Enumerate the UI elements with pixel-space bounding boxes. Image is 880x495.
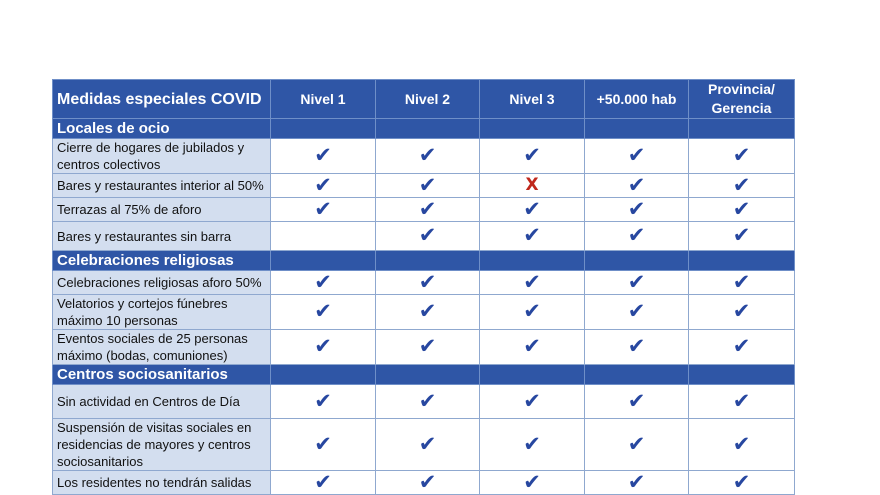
- mark-cell: [689, 471, 795, 495]
- section-header-cell: [271, 119, 376, 139]
- measure-label: Cierre de hogares de jubilados y centros colectivos: [53, 139, 271, 174]
- check-icon: ✔: [732, 299, 751, 323]
- check-icon: ✔: [627, 172, 646, 197]
- mark-cell: [480, 139, 585, 174]
- check-icon: ✔: [627, 388, 646, 413]
- header-nivel-1: Nivel 1: [271, 80, 376, 119]
- mark-cell: [271, 471, 376, 495]
- mark-cell: [585, 222, 689, 251]
- check-icon: ✔: [523, 469, 541, 494]
- header-row: [53, 80, 795, 119]
- table-row: [53, 419, 795, 471]
- mark-cell: [271, 295, 376, 330]
- measure-label: Bares y restaurantes interior al 50%: [53, 174, 271, 198]
- mark-cell: [585, 330, 689, 365]
- mark-cell: [376, 174, 480, 198]
- check-icon: ✔: [523, 299, 541, 323]
- check-icon: ✔: [732, 469, 751, 494]
- mark-cell: [480, 198, 585, 222]
- mark-cell: [689, 222, 795, 251]
- mark-cell: [376, 471, 480, 495]
- check-icon: ✔: [732, 334, 751, 358]
- measure-label: Sin actividad en Centros de Día: [53, 385, 271, 419]
- table-row: [53, 271, 795, 295]
- check-icon: ✔: [314, 388, 332, 413]
- mark-cell: [376, 419, 480, 471]
- covid-measures-table: [52, 79, 795, 495]
- check-icon: ✔: [523, 196, 541, 221]
- check-icon: ✔: [418, 469, 437, 494]
- check-icon: ✔: [732, 223, 751, 247]
- check-icon: ✔: [418, 196, 437, 221]
- check-icon: ✔: [732, 431, 751, 456]
- check-icon: ✔: [627, 299, 646, 323]
- mark-cell: [585, 419, 689, 471]
- check-icon: ✔: [627, 143, 646, 167]
- check-icon: ✔: [627, 334, 646, 358]
- mark-cell: [271, 222, 376, 251]
- mark-cell: [480, 271, 585, 295]
- mark-cell: [376, 271, 480, 295]
- table-row: [53, 174, 795, 198]
- section-header-cell: [480, 365, 585, 385]
- check-icon: ✔: [418, 431, 437, 456]
- mark-cell: [585, 174, 689, 198]
- header-50000-hab: +50.000 hab: [585, 80, 689, 119]
- check-icon: ✔: [314, 196, 332, 221]
- section-header-cell: [689, 251, 795, 271]
- check-icon: ✔: [314, 299, 332, 323]
- section-title: Locales de ocio: [53, 119, 271, 139]
- section-header-cell: [585, 365, 689, 385]
- mark-cell: [480, 385, 585, 419]
- check-icon: ✔: [732, 143, 751, 167]
- check-icon: ✔: [627, 431, 646, 456]
- header-nivel-3: Nivel 3: [480, 80, 585, 119]
- check-icon: ✔: [732, 388, 751, 413]
- measure-label: Velatorios y cortejos fúnebres máximo 10 personas: [53, 295, 271, 330]
- check-icon: ✔: [314, 431, 332, 456]
- check-icon: ✔: [418, 223, 437, 247]
- measure-label: Los residentes no tendrán salidas: [53, 471, 271, 495]
- mark-cell: [271, 271, 376, 295]
- mark-cell: [689, 271, 795, 295]
- measure-label: Suspensión de visitas sociales en residencias de mayores y centros sociosanitarios: [53, 419, 271, 471]
- mark-cell: [689, 385, 795, 419]
- mark-cell: [376, 295, 480, 330]
- mark-cell: [689, 295, 795, 330]
- table-row: [53, 471, 795, 495]
- measure-label: Bares y restaurantes sin barra: [53, 222, 271, 251]
- mark-cell: [689, 419, 795, 471]
- section-header-row: [53, 251, 795, 271]
- mark-cell: [585, 471, 689, 495]
- header-measures: Medidas especiales COVID: [53, 80, 271, 119]
- mark-cell: [271, 139, 376, 174]
- check-icon: ✔: [627, 196, 646, 221]
- section-header-cell: [271, 365, 376, 385]
- check-icon: ✔: [314, 469, 332, 494]
- check-icon: ✔: [314, 334, 332, 358]
- check-icon: ✔: [732, 196, 751, 221]
- check-icon: ✔: [627, 269, 646, 294]
- mark-cell: [376, 385, 480, 419]
- section-header-cell: [376, 365, 480, 385]
- section-header-row: [53, 365, 795, 385]
- check-icon: ✔: [523, 431, 541, 456]
- section-header-cell: [689, 119, 795, 139]
- check-icon: ✔: [732, 172, 751, 197]
- mark-cell: [480, 330, 585, 365]
- mark-cell: [271, 419, 376, 471]
- header-provincia-gerencia: Provincia/ Gerencia: [689, 80, 795, 119]
- section-header-row: [53, 119, 795, 139]
- check-icon: ✔: [314, 143, 332, 167]
- mark-cell: [689, 330, 795, 365]
- mark-cell: [376, 222, 480, 251]
- table-row: [53, 198, 795, 222]
- table-row: [53, 330, 795, 365]
- measure-label: Celebraciones religiosas aforo 50%: [53, 271, 271, 295]
- mark-cell: [480, 419, 585, 471]
- table-row: [53, 295, 795, 330]
- section-title: Centros sociosanitarios: [53, 365, 271, 385]
- check-icon: ✔: [314, 269, 332, 294]
- check-icon: ✔: [627, 223, 646, 247]
- check-icon: ✔: [418, 299, 437, 323]
- measure-label: Terrazas al 75% de aforo: [53, 198, 271, 222]
- mark-cell: [585, 295, 689, 330]
- section-header-cell: [689, 365, 795, 385]
- mark-cell: [480, 222, 585, 251]
- table-row: [53, 222, 795, 251]
- mark-cell: [689, 174, 795, 198]
- measure-label: Eventos sociales de 25 personas máximo (bodas, comuniones): [53, 330, 271, 365]
- covid-measures-table-container: [52, 79, 794, 495]
- section-header-cell: [376, 119, 480, 139]
- check-icon: ✔: [418, 143, 437, 167]
- mark-cell: [585, 385, 689, 419]
- mark-cell: [480, 295, 585, 330]
- mark-cell: [480, 174, 585, 198]
- check-icon: ✔: [523, 388, 541, 413]
- mark-cell: [689, 139, 795, 174]
- mark-cell: [480, 471, 585, 495]
- check-icon: ✔: [418, 388, 437, 413]
- check-icon: ✔: [627, 469, 646, 494]
- section-header-cell: [585, 119, 689, 139]
- cross-icon: X: [525, 174, 539, 195]
- check-icon: ✔: [523, 143, 541, 167]
- table-row: [53, 385, 795, 419]
- section-header-cell: [585, 251, 689, 271]
- section-header-cell: [271, 251, 376, 271]
- mark-cell: [376, 198, 480, 222]
- check-icon: ✔: [523, 334, 541, 358]
- mark-cell: [271, 198, 376, 222]
- mark-cell: [585, 139, 689, 174]
- mark-cell: [585, 271, 689, 295]
- check-icon: ✔: [314, 172, 332, 197]
- mark-cell: [689, 198, 795, 222]
- check-icon: ✔: [418, 334, 437, 358]
- check-icon: ✔: [418, 172, 437, 197]
- mark-cell: [376, 139, 480, 174]
- table-row: [53, 139, 795, 174]
- section-header-cell: [480, 251, 585, 271]
- check-icon: ✔: [523, 269, 541, 294]
- mark-cell: [585, 198, 689, 222]
- mark-cell: [271, 174, 376, 198]
- section-header-cell: [376, 251, 480, 271]
- section-title: Celebraciones religiosas: [53, 251, 271, 271]
- check-icon: ✔: [418, 269, 437, 294]
- header-nivel-2: Nivel 2: [376, 80, 480, 119]
- check-icon: ✔: [732, 269, 751, 294]
- mark-cell: [271, 385, 376, 419]
- mark-cell: [271, 330, 376, 365]
- check-icon: ✔: [523, 223, 541, 247]
- mark-cell: [376, 330, 480, 365]
- section-header-cell: [480, 119, 585, 139]
